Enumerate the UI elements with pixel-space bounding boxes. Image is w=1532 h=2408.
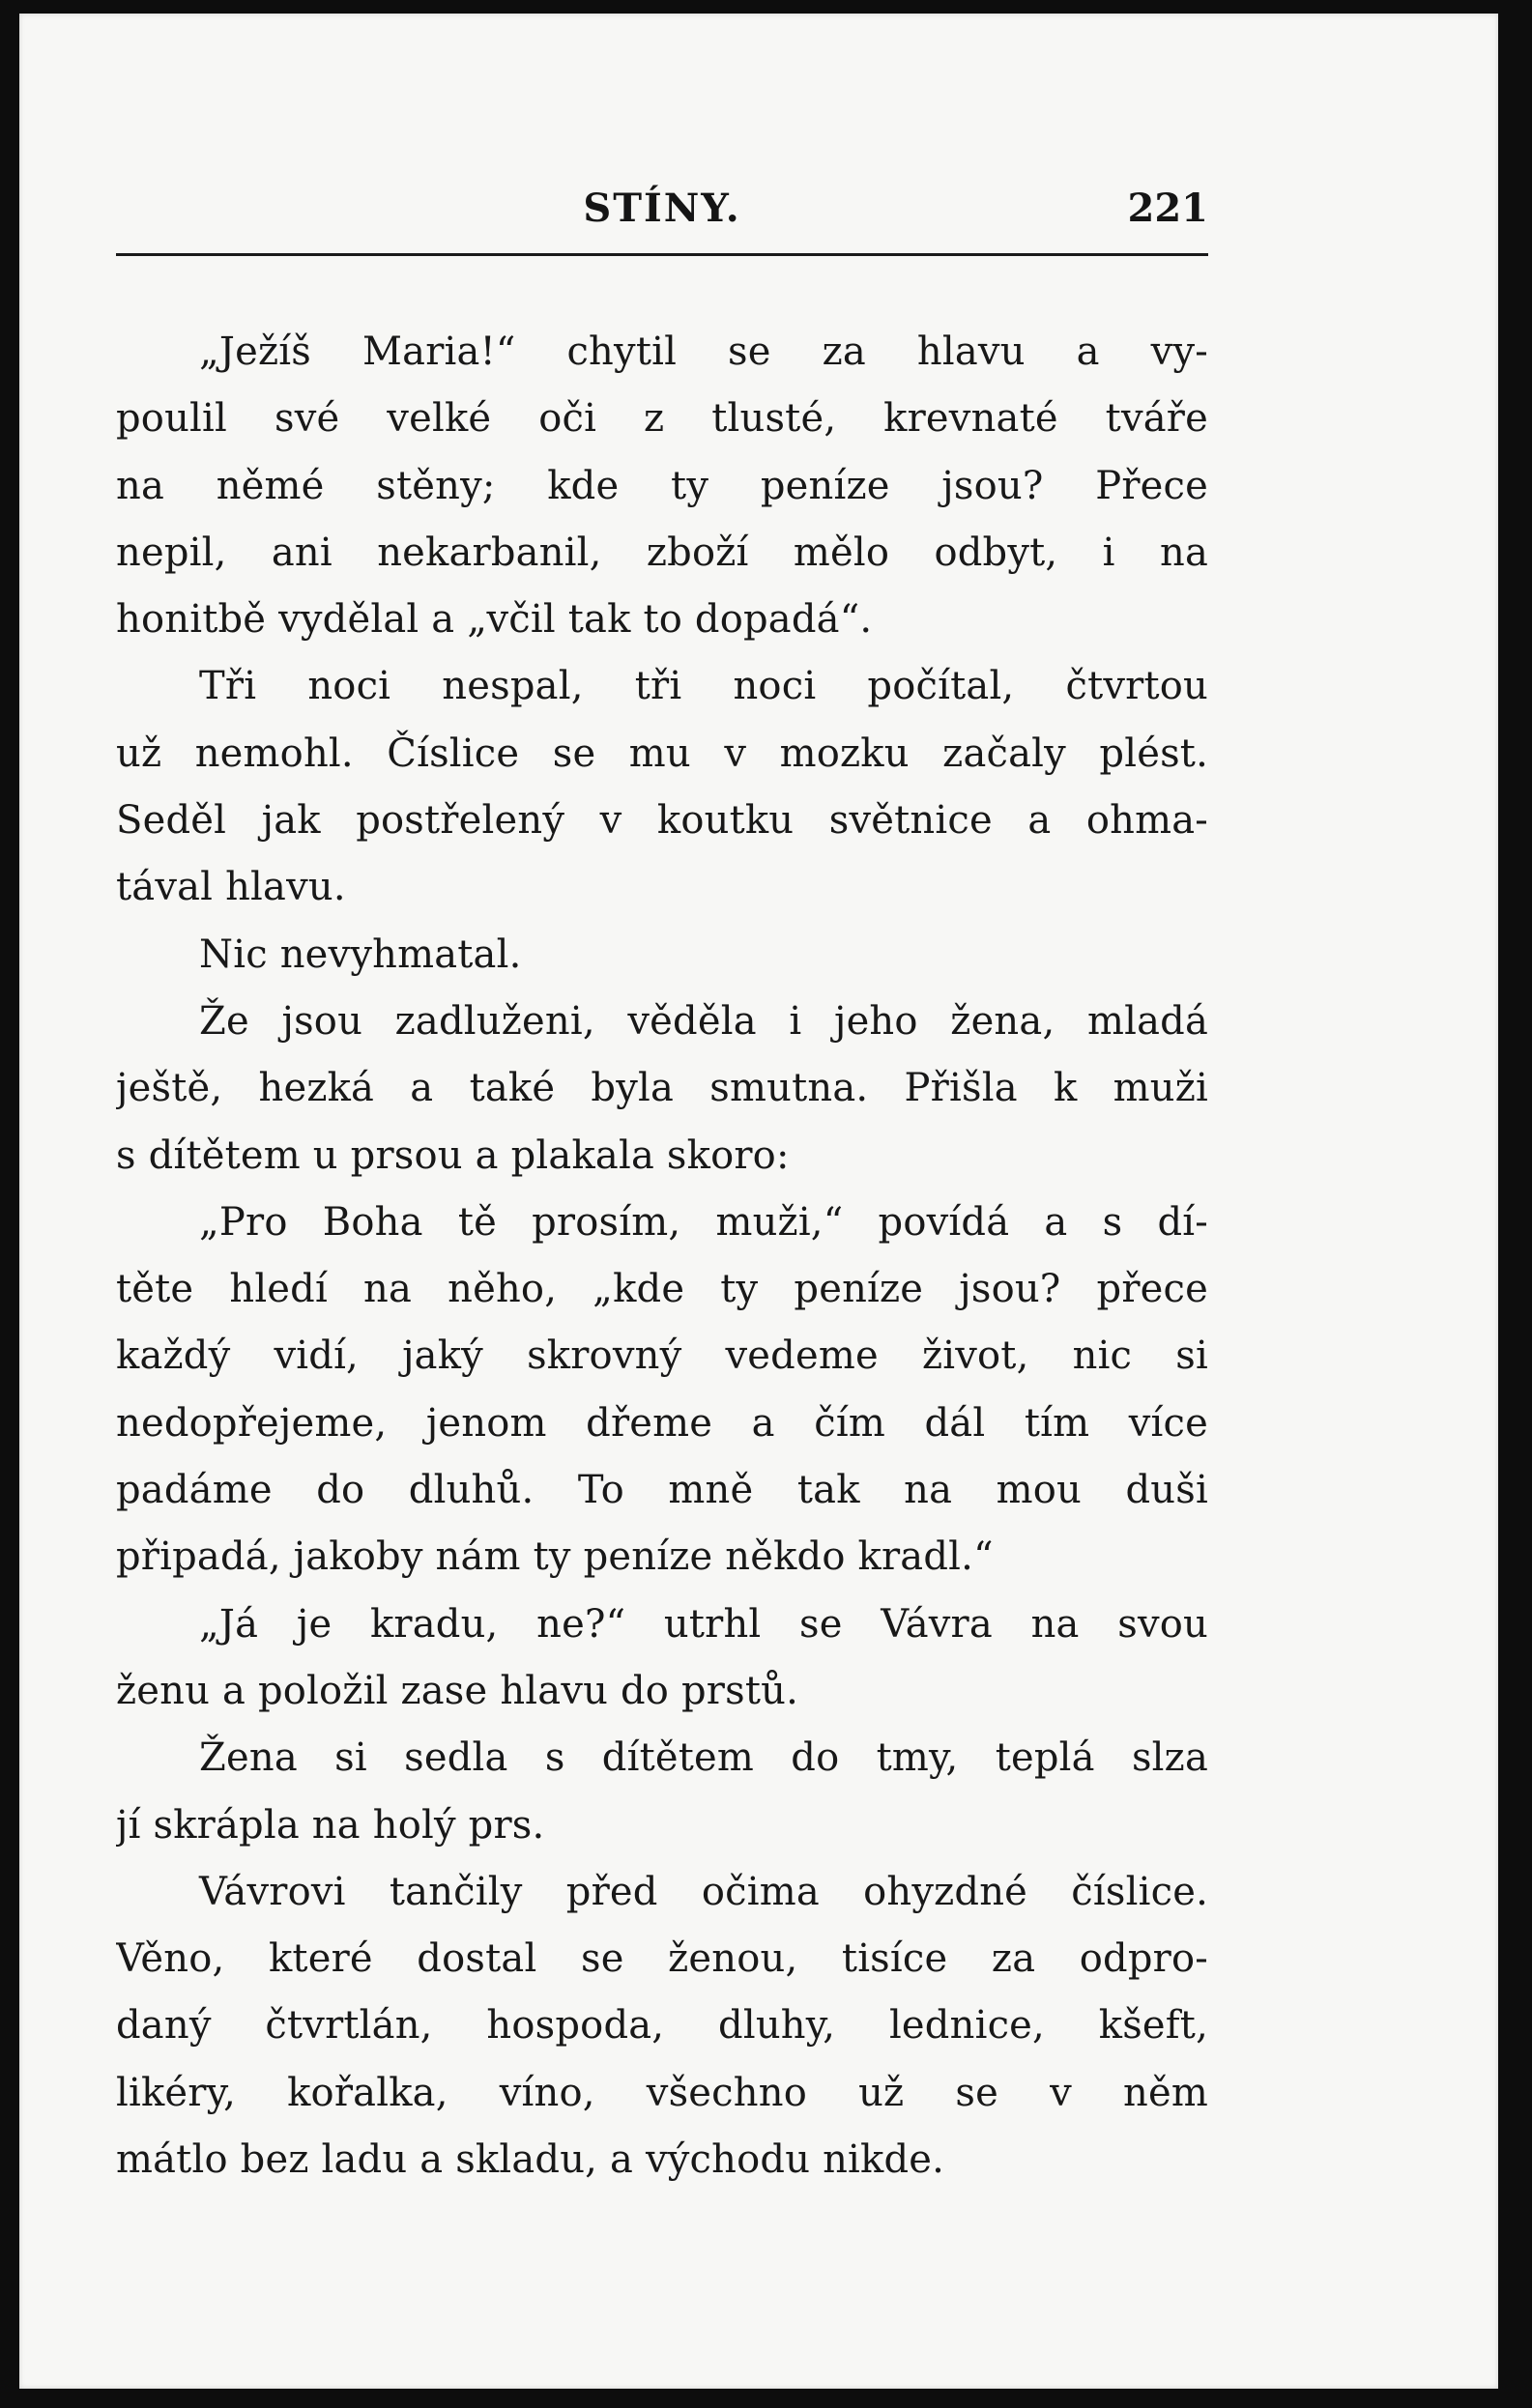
text-line: nedopřejeme, jenom dřeme a čím dál tím více — [116, 1400, 1208, 1446]
text-line: likéry, kořalka, víno, všechno už se v něm — [116, 2070, 1208, 2115]
running-title: STÍNY. — [583, 186, 741, 231]
text-line: Vávrovi tančily před očima ohyzdné číslice. — [199, 1869, 1208, 1914]
page-number: 221 — [1127, 186, 1208, 231]
text-line: každý vidí, jaký skrovný vedeme život, nic si — [116, 1333, 1208, 1379]
text-line: honitbě vydělal a „včil tak to dopadá“. — [116, 597, 873, 643]
text-line: těte hledí na něho, „kde ty peníze jsou? přece — [116, 1267, 1208, 1312]
text-line: mátlo bez ladu a skladu, a východu nikde. — [116, 2137, 945, 2183]
text-line: Nic nevyhmatal. — [199, 932, 522, 977]
text-line: padáme do dluhů. To mně tak na mou duši — [116, 1468, 1208, 1513]
text-line: tával hlavu. — [116, 865, 346, 910]
header-rule — [116, 253, 1208, 256]
text-line: Že jsou zadluženi, věděla i jeho žena, mladá — [199, 998, 1208, 1044]
text-line: „Já je kradu, ne?“ utrhl se Vávra na svou — [199, 1601, 1208, 1647]
text-line: „Pro Boha tě prosím, muži,“ povídá a s dí- — [199, 1199, 1208, 1245]
body-text — [116, 319, 1208, 2193]
text-line: Věno, které dostal se ženou, tisíce za odpro- — [116, 1936, 1208, 1982]
text-line: „Ježíš Maria!“ chytil se za hlavu a vy- — [199, 330, 1208, 374]
text-line: Tři noci nespal, tři noci počítal, čtvrtou — [199, 664, 1208, 709]
text-line: už nemohl. Číslice se mu v mozku začaly plést. — [116, 731, 1208, 776]
text-line: daný čtvrtlán, hospoda, dluhy, lednice, kšeft, — [116, 2003, 1208, 2049]
text-line: poulil své velké oči z tlusté, krevnaté tváře — [116, 396, 1208, 442]
text-line: Seděl jak postřelený v koutku světnice a ohma- — [116, 798, 1208, 844]
text-line: ještě, hezká a také byla smutna. Přišla k muži — [116, 1066, 1208, 1111]
text-line: s dítětem u prsou a plakala skoro: — [116, 1132, 790, 1178]
text-line: nepil, ani nekarbanil, zboží mělo odbyt, i na — [116, 530, 1208, 575]
text-line: na němé stěny; kde ty peníze jsou? Přece — [116, 463, 1208, 508]
text-line: ženu a položil zase hlavu do prstů. — [116, 1668, 799, 1713]
text-line: připadá, jakoby nám ty peníze někdo kradl.“ — [116, 1534, 994, 1580]
text-line: Žena si sedla s dítětem do tmy, teplá slza — [199, 1735, 1208, 1781]
text-line: jí skrápla na holý prs. — [116, 1802, 545, 1848]
page-header — [116, 180, 1208, 244]
book-page — [19, 14, 1498, 2389]
